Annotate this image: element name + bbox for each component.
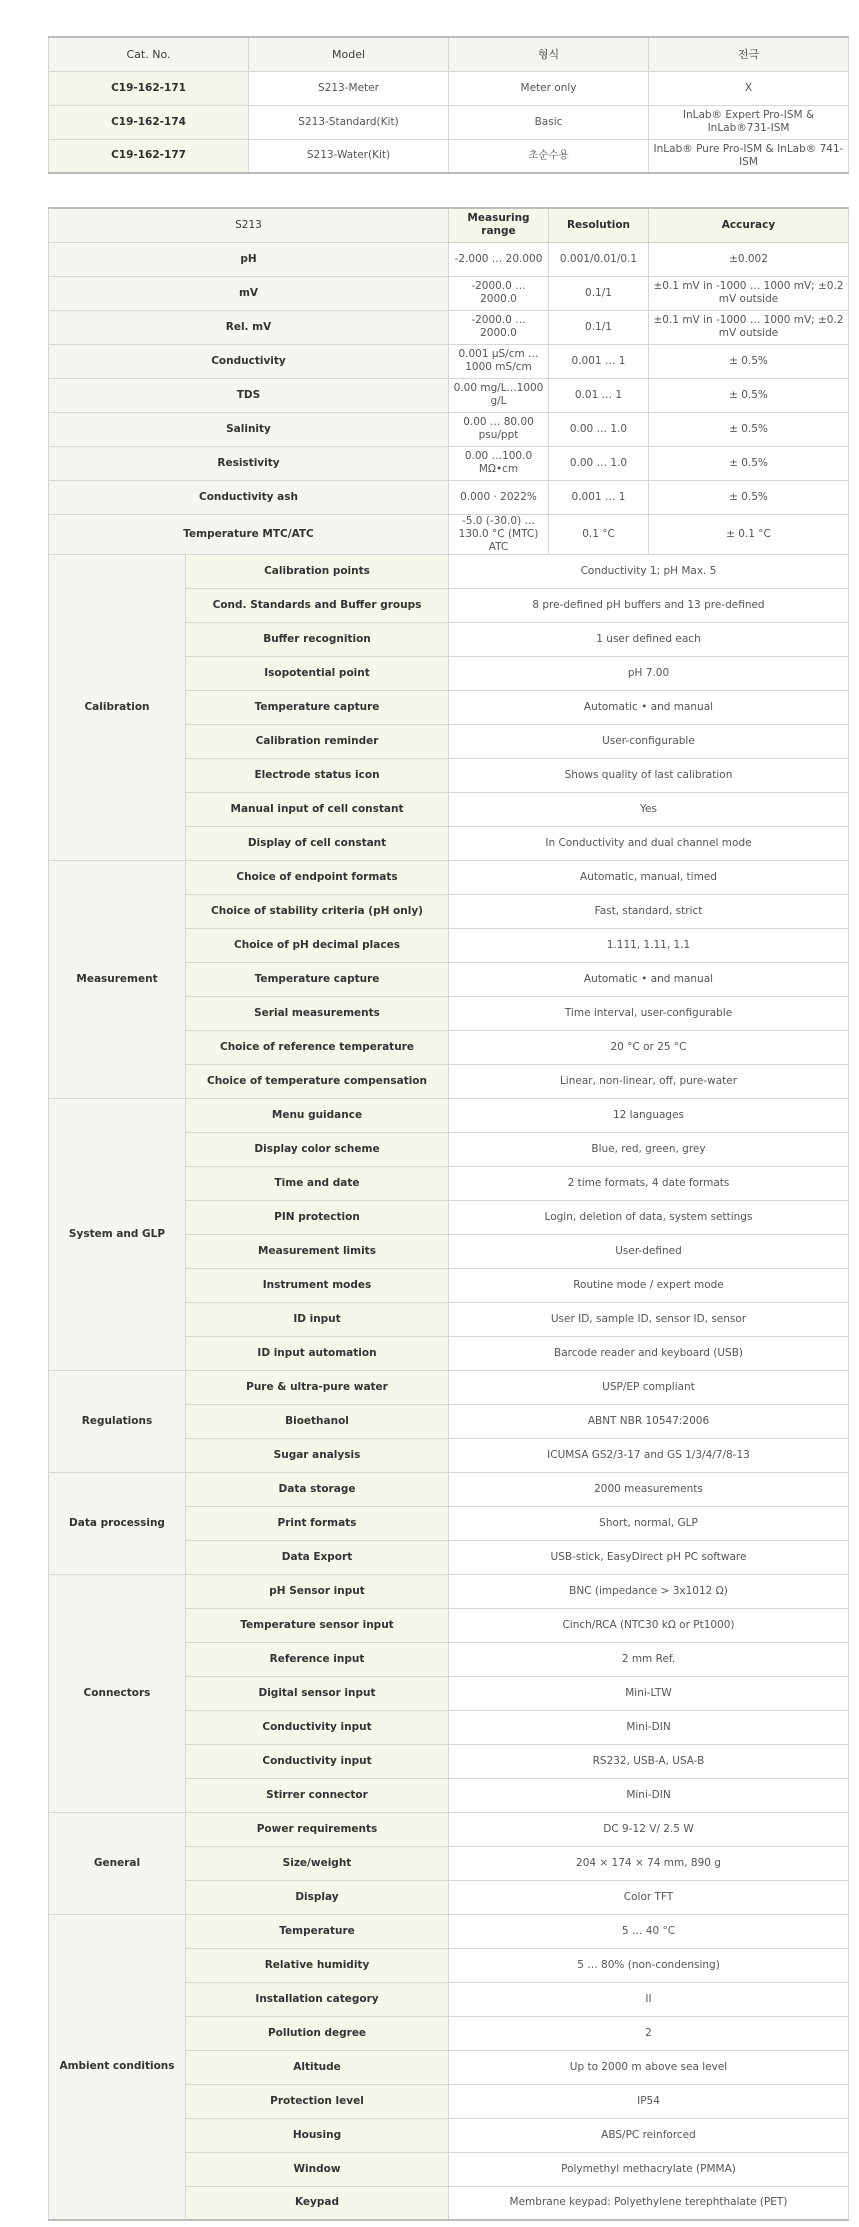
- feature-value: Blue, red, green, grey: [449, 1132, 849, 1166]
- feature-label: Digital sensor input: [186, 1676, 449, 1710]
- range-cell: -2.000 … 20.000: [449, 242, 549, 276]
- feature-label: Installation category: [186, 1982, 449, 2016]
- feature-value: ICUMSA GS2/3-17 and GS 1/3/4/7/8-13: [449, 1438, 849, 1472]
- feature-value: 1 user defined each: [449, 622, 849, 656]
- accuracy-cell: ± 0.5%: [649, 412, 849, 446]
- header-resolution: Resolution: [549, 208, 649, 242]
- header-s213: S213: [49, 208, 449, 242]
- feature-label: Measurement limits: [186, 1234, 449, 1268]
- group-label: Connectors: [49, 1574, 186, 1812]
- feature-label: Display color scheme: [186, 1132, 449, 1166]
- feature-value: ABS/PC reinforced: [449, 2118, 849, 2152]
- parameter-cell: Conductivity ash: [49, 480, 449, 514]
- feature-label: Temperature capture: [186, 690, 449, 724]
- feature-label: Choice of stability criteria (pH only): [186, 894, 449, 928]
- feature-value: Mini-DIN: [449, 1778, 849, 1812]
- header-model: Model: [249, 37, 449, 71]
- feature-value: User-configurable: [449, 724, 849, 758]
- measurement-row: [49, 276, 849, 310]
- feature-value: Mini-LTW: [449, 1676, 849, 1710]
- header-cat-no: Cat. No.: [49, 37, 249, 71]
- feature-label: Buffer recognition: [186, 622, 449, 656]
- feature-value: Conductivity 1; pH Max. 5: [449, 554, 849, 588]
- feature-value: Membrane keypad: Polyethylene terephthalate (PET): [449, 2186, 849, 2220]
- feature-label: Time and date: [186, 1166, 449, 1200]
- model-cell: S213-Standard(Kit): [249, 105, 449, 139]
- accuracy-cell: ± 0.5%: [649, 378, 849, 412]
- parameter-cell: Rel. mV: [49, 310, 449, 344]
- feature-row: [49, 860, 849, 894]
- feature-label: Bioethanol: [186, 1404, 449, 1438]
- feature-label: Isopotential point: [186, 656, 449, 690]
- feature-value: Automatic, manual, timed: [449, 860, 849, 894]
- feature-label: Keypad: [186, 2186, 449, 2220]
- parameter-cell: Temperature MTC/ATC: [49, 514, 449, 554]
- resolution-cell: 0.001/0.01/0.1: [549, 242, 649, 276]
- feature-value: ABNT NBR 10547:2006: [449, 1404, 849, 1438]
- feature-label: ID input automation: [186, 1336, 449, 1370]
- feature-row: [49, 1914, 849, 1948]
- measurement-row: [49, 412, 849, 446]
- range-cell: 0.00 … 80.00 psu/ppt: [449, 412, 549, 446]
- feature-label: Pure & ultra-pure water: [186, 1370, 449, 1404]
- accuracy-cell: ± 0.5%: [649, 344, 849, 378]
- feature-value: 20 °C or 25 °C: [449, 1030, 849, 1064]
- spec-table: [48, 207, 849, 2221]
- cat-no-cell: C19-162-174: [49, 105, 249, 139]
- feature-value: 5 … 40 °C: [449, 1914, 849, 1948]
- models-header-row: [49, 37, 849, 71]
- table-row: [49, 105, 849, 139]
- feature-value: In Conductivity and dual channel mode: [449, 826, 849, 860]
- feature-value: Mini-DIN: [449, 1710, 849, 1744]
- feature-label: Choice of temperature compensation: [186, 1064, 449, 1098]
- measurement-row: [49, 378, 849, 412]
- electrode-cell: InLab® Expert Pro-ISM & InLab®731-ISM: [649, 105, 849, 139]
- feature-value: 2 mm Ref.: [449, 1642, 849, 1676]
- feature-label: Relative humidity: [186, 1948, 449, 1982]
- group-label: Ambient conditions: [49, 1914, 186, 2220]
- feature-label: Menu guidance: [186, 1098, 449, 1132]
- feature-value: 204 × 174 × 74 mm, 890 g: [449, 1846, 849, 1880]
- feature-label: Calibration points: [186, 554, 449, 588]
- group-label: Data processing: [49, 1472, 186, 1574]
- feature-label: Housing: [186, 2118, 449, 2152]
- feature-value: Color TFT: [449, 1880, 849, 1914]
- feature-value: Fast, standard, strict: [449, 894, 849, 928]
- feature-value: 1.111, 1.11, 1.1: [449, 928, 849, 962]
- type-cell: 초순수용: [449, 139, 649, 173]
- accuracy-cell: ±0.1 mV in -1000 … 1000 mV; ±0.2 mV outside: [649, 276, 849, 310]
- electrode-cell: InLab® Pure Pro-ISM & InLab® 741-ISM: [649, 139, 849, 173]
- parameter-cell: mV: [49, 276, 449, 310]
- feature-label: Conductivity input: [186, 1744, 449, 1778]
- feature-label: Altitude: [186, 2050, 449, 2084]
- feature-value: 2000 measurements: [449, 1472, 849, 1506]
- feature-value: Short, normal, GLP: [449, 1506, 849, 1540]
- parameter-cell: Resistivity: [49, 446, 449, 480]
- model-cell: S213-Meter: [249, 71, 449, 105]
- resolution-cell: 0.001 … 1: [549, 344, 649, 378]
- range-cell: 0.001 µS/cm … 1000 mS/cm: [449, 344, 549, 378]
- feature-value: 2: [449, 2016, 849, 2050]
- group-label: Calibration: [49, 554, 186, 860]
- measurement-row: [49, 344, 849, 378]
- feature-label: Stirrer connector: [186, 1778, 449, 1812]
- feature-value: IP54: [449, 2084, 849, 2118]
- type-cell: Meter only: [449, 71, 649, 105]
- range-cell: -2000.0 … 2000.0: [449, 310, 549, 344]
- group-label: Measurement: [49, 860, 186, 1098]
- accuracy-cell: ±0.1 mV in -1000 … 1000 mV; ±0.2 mV outside: [649, 310, 849, 344]
- table-row: [49, 71, 849, 105]
- cat-no-cell: C19-162-177: [49, 139, 249, 173]
- feature-label: ID input: [186, 1302, 449, 1336]
- feature-value: Cinch/RCA (NTC30 kΩ or Pt1000): [449, 1608, 849, 1642]
- feature-label: Instrument modes: [186, 1268, 449, 1302]
- feature-value: User ID, sample ID, sensor ID, sensor: [449, 1302, 849, 1336]
- parameter-cell: pH: [49, 242, 449, 276]
- feature-row: [49, 554, 849, 588]
- feature-label: Cond. Standards and Buffer groups: [186, 588, 449, 622]
- measurement-row: [49, 514, 849, 554]
- resolution-cell: 0.1 °C: [549, 514, 649, 554]
- feature-row: [49, 1098, 849, 1132]
- feature-label: Sugar analysis: [186, 1438, 449, 1472]
- electrode-cell: X: [649, 71, 849, 105]
- feature-label: Display: [186, 1880, 449, 1914]
- feature-value: II: [449, 1982, 849, 2016]
- parameter-cell: Salinity: [49, 412, 449, 446]
- feature-value: Time interval, user-configurable: [449, 996, 849, 1030]
- cat-no-cell: C19-162-171: [49, 71, 249, 105]
- feature-label: PIN protection: [186, 1200, 449, 1234]
- accuracy-cell: ± 0.5%: [649, 480, 849, 514]
- accuracy-cell: ± 0.1 °C: [649, 514, 849, 554]
- resolution-cell: 0.001 … 1: [549, 480, 649, 514]
- feature-label: Serial measurements: [186, 996, 449, 1030]
- feature-row: [49, 1370, 849, 1404]
- group-label: General: [49, 1812, 186, 1914]
- range-cell: 0.00 …100.0 MΩ•cm: [449, 446, 549, 480]
- model-cell: S213-Water(Kit): [249, 139, 449, 173]
- feature-label: Power requirements: [186, 1812, 449, 1846]
- measurement-row: [49, 446, 849, 480]
- spec-header-row: [49, 208, 849, 242]
- parameter-cell: Conductivity: [49, 344, 449, 378]
- feature-label: Temperature sensor input: [186, 1608, 449, 1642]
- header-measuring-range: Measuring range: [449, 208, 549, 242]
- group-label: System and GLP: [49, 1098, 186, 1370]
- feature-value: pH 7.00: [449, 656, 849, 690]
- header-type: 형식: [449, 37, 649, 71]
- feature-label: Choice of pH decimal places: [186, 928, 449, 962]
- feature-value: Routine mode / expert mode: [449, 1268, 849, 1302]
- accuracy-cell: ±0.002: [649, 242, 849, 276]
- feature-value: Yes: [449, 792, 849, 826]
- feature-value: Automatic • and manual: [449, 962, 849, 996]
- feature-value: USP/EP compliant: [449, 1370, 849, 1404]
- measurement-row: [49, 480, 849, 514]
- feature-label: Reference input: [186, 1642, 449, 1676]
- feature-label: Data Export: [186, 1540, 449, 1574]
- resolution-cell: 0.01 … 1: [549, 378, 649, 412]
- feature-label: Choice of reference temperature: [186, 1030, 449, 1064]
- feature-label: pH Sensor input: [186, 1574, 449, 1608]
- group-label: Regulations: [49, 1370, 186, 1472]
- feature-value: Linear, non-linear, off, pure-water: [449, 1064, 849, 1098]
- resolution-cell: 0.1/1: [549, 276, 649, 310]
- range-cell: 0.000 · 2022%: [449, 480, 549, 514]
- feature-label: Pollution degree: [186, 2016, 449, 2050]
- feature-label: Temperature: [186, 1914, 449, 1948]
- feature-value: RS232, USB-A, USA-B: [449, 1744, 849, 1778]
- feature-value: DC 9-12 V/ 2.5 W: [449, 1812, 849, 1846]
- feature-value: 2 time formats, 4 date formats: [449, 1166, 849, 1200]
- parameter-cell: TDS: [49, 378, 449, 412]
- feature-label: Protection level: [186, 2084, 449, 2118]
- header-electrode: 전극: [649, 37, 849, 71]
- feature-label: Choice of endpoint formats: [186, 860, 449, 894]
- feature-row: [49, 1812, 849, 1846]
- feature-value: Up to 2000 m above sea level: [449, 2050, 849, 2084]
- feature-row: [49, 1574, 849, 1608]
- feature-value: Barcode reader and keyboard (USB): [449, 1336, 849, 1370]
- feature-label: Window: [186, 2152, 449, 2186]
- resolution-cell: 0.00 … 1.0: [549, 412, 649, 446]
- feature-value: Login, deletion of data, system settings: [449, 1200, 849, 1234]
- range-cell: -5.0 (-30.0) … 130.0 °C (MTC) ATC: [449, 514, 549, 554]
- feature-label: Size/weight: [186, 1846, 449, 1880]
- feature-value: Automatic • and manual: [449, 690, 849, 724]
- accuracy-cell: ± 0.5%: [649, 446, 849, 480]
- feature-label: Calibration reminder: [186, 724, 449, 758]
- range-cell: 0.00 mg/L...1000 g/L: [449, 378, 549, 412]
- feature-value: 8 pre-defined pH buffers and 13 pre-defined: [449, 588, 849, 622]
- type-cell: Basic: [449, 105, 649, 139]
- measurement-row: [49, 310, 849, 344]
- feature-label: Display of cell constant: [186, 826, 449, 860]
- feature-row: [49, 1472, 849, 1506]
- feature-value: User-defined: [449, 1234, 849, 1268]
- feature-label: Data storage: [186, 1472, 449, 1506]
- feature-value: Shows quality of last calibration: [449, 758, 849, 792]
- resolution-cell: 0.1/1: [549, 310, 649, 344]
- feature-label: Manual input of cell constant: [186, 792, 449, 826]
- feature-label: Conductivity input: [186, 1710, 449, 1744]
- feature-value: 12 languages: [449, 1098, 849, 1132]
- resolution-cell: 0.00 … 1.0: [549, 446, 649, 480]
- feature-label: Temperature capture: [186, 962, 449, 996]
- feature-value: 5 … 80% (non-condensing): [449, 1948, 849, 1982]
- feature-value: BNC (impedance > 3x1012 Ω): [449, 1574, 849, 1608]
- feature-label: Print formats: [186, 1506, 449, 1540]
- feature-value: Polymethyl methacrylate (PMMA): [449, 2152, 849, 2186]
- range-cell: -2000.0 … 2000.0: [449, 276, 549, 310]
- feature-label: Electrode status icon: [186, 758, 449, 792]
- models-table: [48, 36, 849, 174]
- header-accuracy: Accuracy: [649, 208, 849, 242]
- table-row: [49, 139, 849, 173]
- measurement-row: [49, 242, 849, 276]
- feature-value: USB-stick, EasyDirect pH PC software: [449, 1540, 849, 1574]
